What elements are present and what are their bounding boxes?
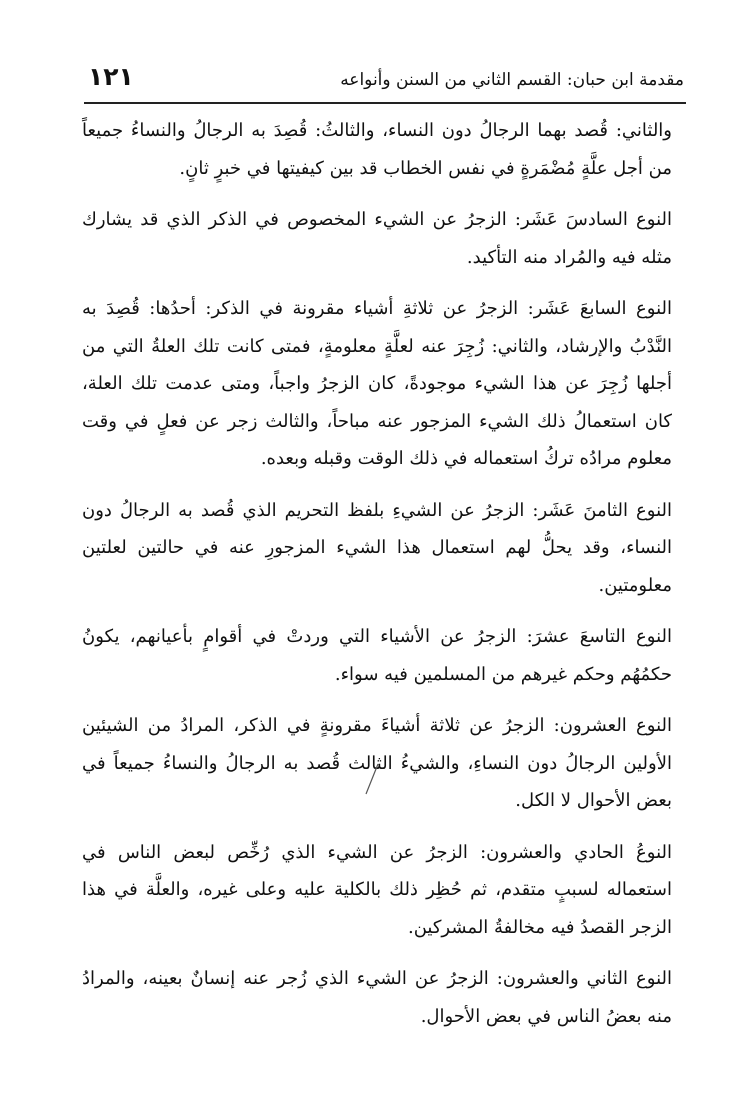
body-text	[82, 112, 672, 1035]
page-number: ١٢١	[88, 62, 134, 91]
paragraph: النوع الثامنَ عَشَر: الزجرُ عن الشيءِ بلفظ التحريم الذي قُصد به الرجالُ دون النساء، وقد يحلُّ لهم استعمال هذا الشيء المزجورِ عنه في حالتين لعلتين معلومتين.	[82, 499, 672, 596]
paragraph: والثاني: قُصد بهما الرجالُ دون النساء، والثالثُ: قُصِدَ به الرجالُ والنساءُ جميعاً من أجل علَّةٍ مُضْمَرةٍ في نفس الخطاب قد بين كيفيتها في خبرٍ ثانٍ.	[82, 120, 672, 179]
header-divider	[84, 102, 686, 104]
page-header	[88, 62, 684, 100]
paragraph: النوع العشرون: الزجرُ عن ثلاثة أشياءَ مقرونةٍ في الذكر، المرادُ من الشيئين الأولين الرجالُ دون النساءِ، والشيءُ الثالث قُصد به الرجالُ والنساءُ جميعاً في بعض الأحوال لا الكل.	[82, 715, 672, 811]
paragraph: النوعُ الحادي والعشرون: الزجرُ عن الشيء الذي رُخِّص لبعض الناس في استعماله لسببٍ متقدم، ثم حُظِر ذلك بالكلية عليه وعلى غيره، والعلَّة في هذا الزجر القصدُ فيه مخالفةُ المشركين.	[82, 841, 672, 938]
paragraph: النوع الثاني والعشرون: الزجرُ عن الشيء الذي زُجر عنه إنسانٌ بعينه، والمرادُ منه بعضُ الناس في بعض الأحوال.	[82, 968, 672, 1027]
running-title: مقدمة ابن حبان: القسم الثاني من السنن وأنواعه	[340, 70, 684, 90]
pen-mark	[362, 762, 382, 798]
paragraph: النوع السادسَ عَشَر: الزجرُ عن الشيء المخصوص في الذكر الذي قد يشارك مثله فيه والمُراد منه التأكيد.	[82, 209, 672, 268]
paragraph: النوع السابعَ عَشَر: الزجرُ عن ثلاثةِ أشياء مقرونة في الذكر: أحدُها: قُصِدَ به النَّدْبُ والإرشاد، والثاني: زُجِرَ عنه لعلَّةٍ معلومةٍ، فمتى كانت تلك العلةُ التي من أجلها زُجِرَ عن هذا الشيء موجودةً، كان الزجرُ واجباً، ومتى عدمت تلك العلة، كان استعمالُ ذلك الشيء المزجور عنه مباحاً، والثالث زجر عن فعلٍ في وقت معلوم مرادُه تركُ استعماله في ذلك الوقت وقبله وبعده.	[82, 298, 672, 469]
paragraph: النوع التاسعَ عشرَ: الزجرُ عن الأشياء التي وردتْ في أقوامٍ بأعيانهم، يكونُ حكمُهُم وحكم غيرهم من المسلمين فيه سواء.	[82, 626, 672, 685]
